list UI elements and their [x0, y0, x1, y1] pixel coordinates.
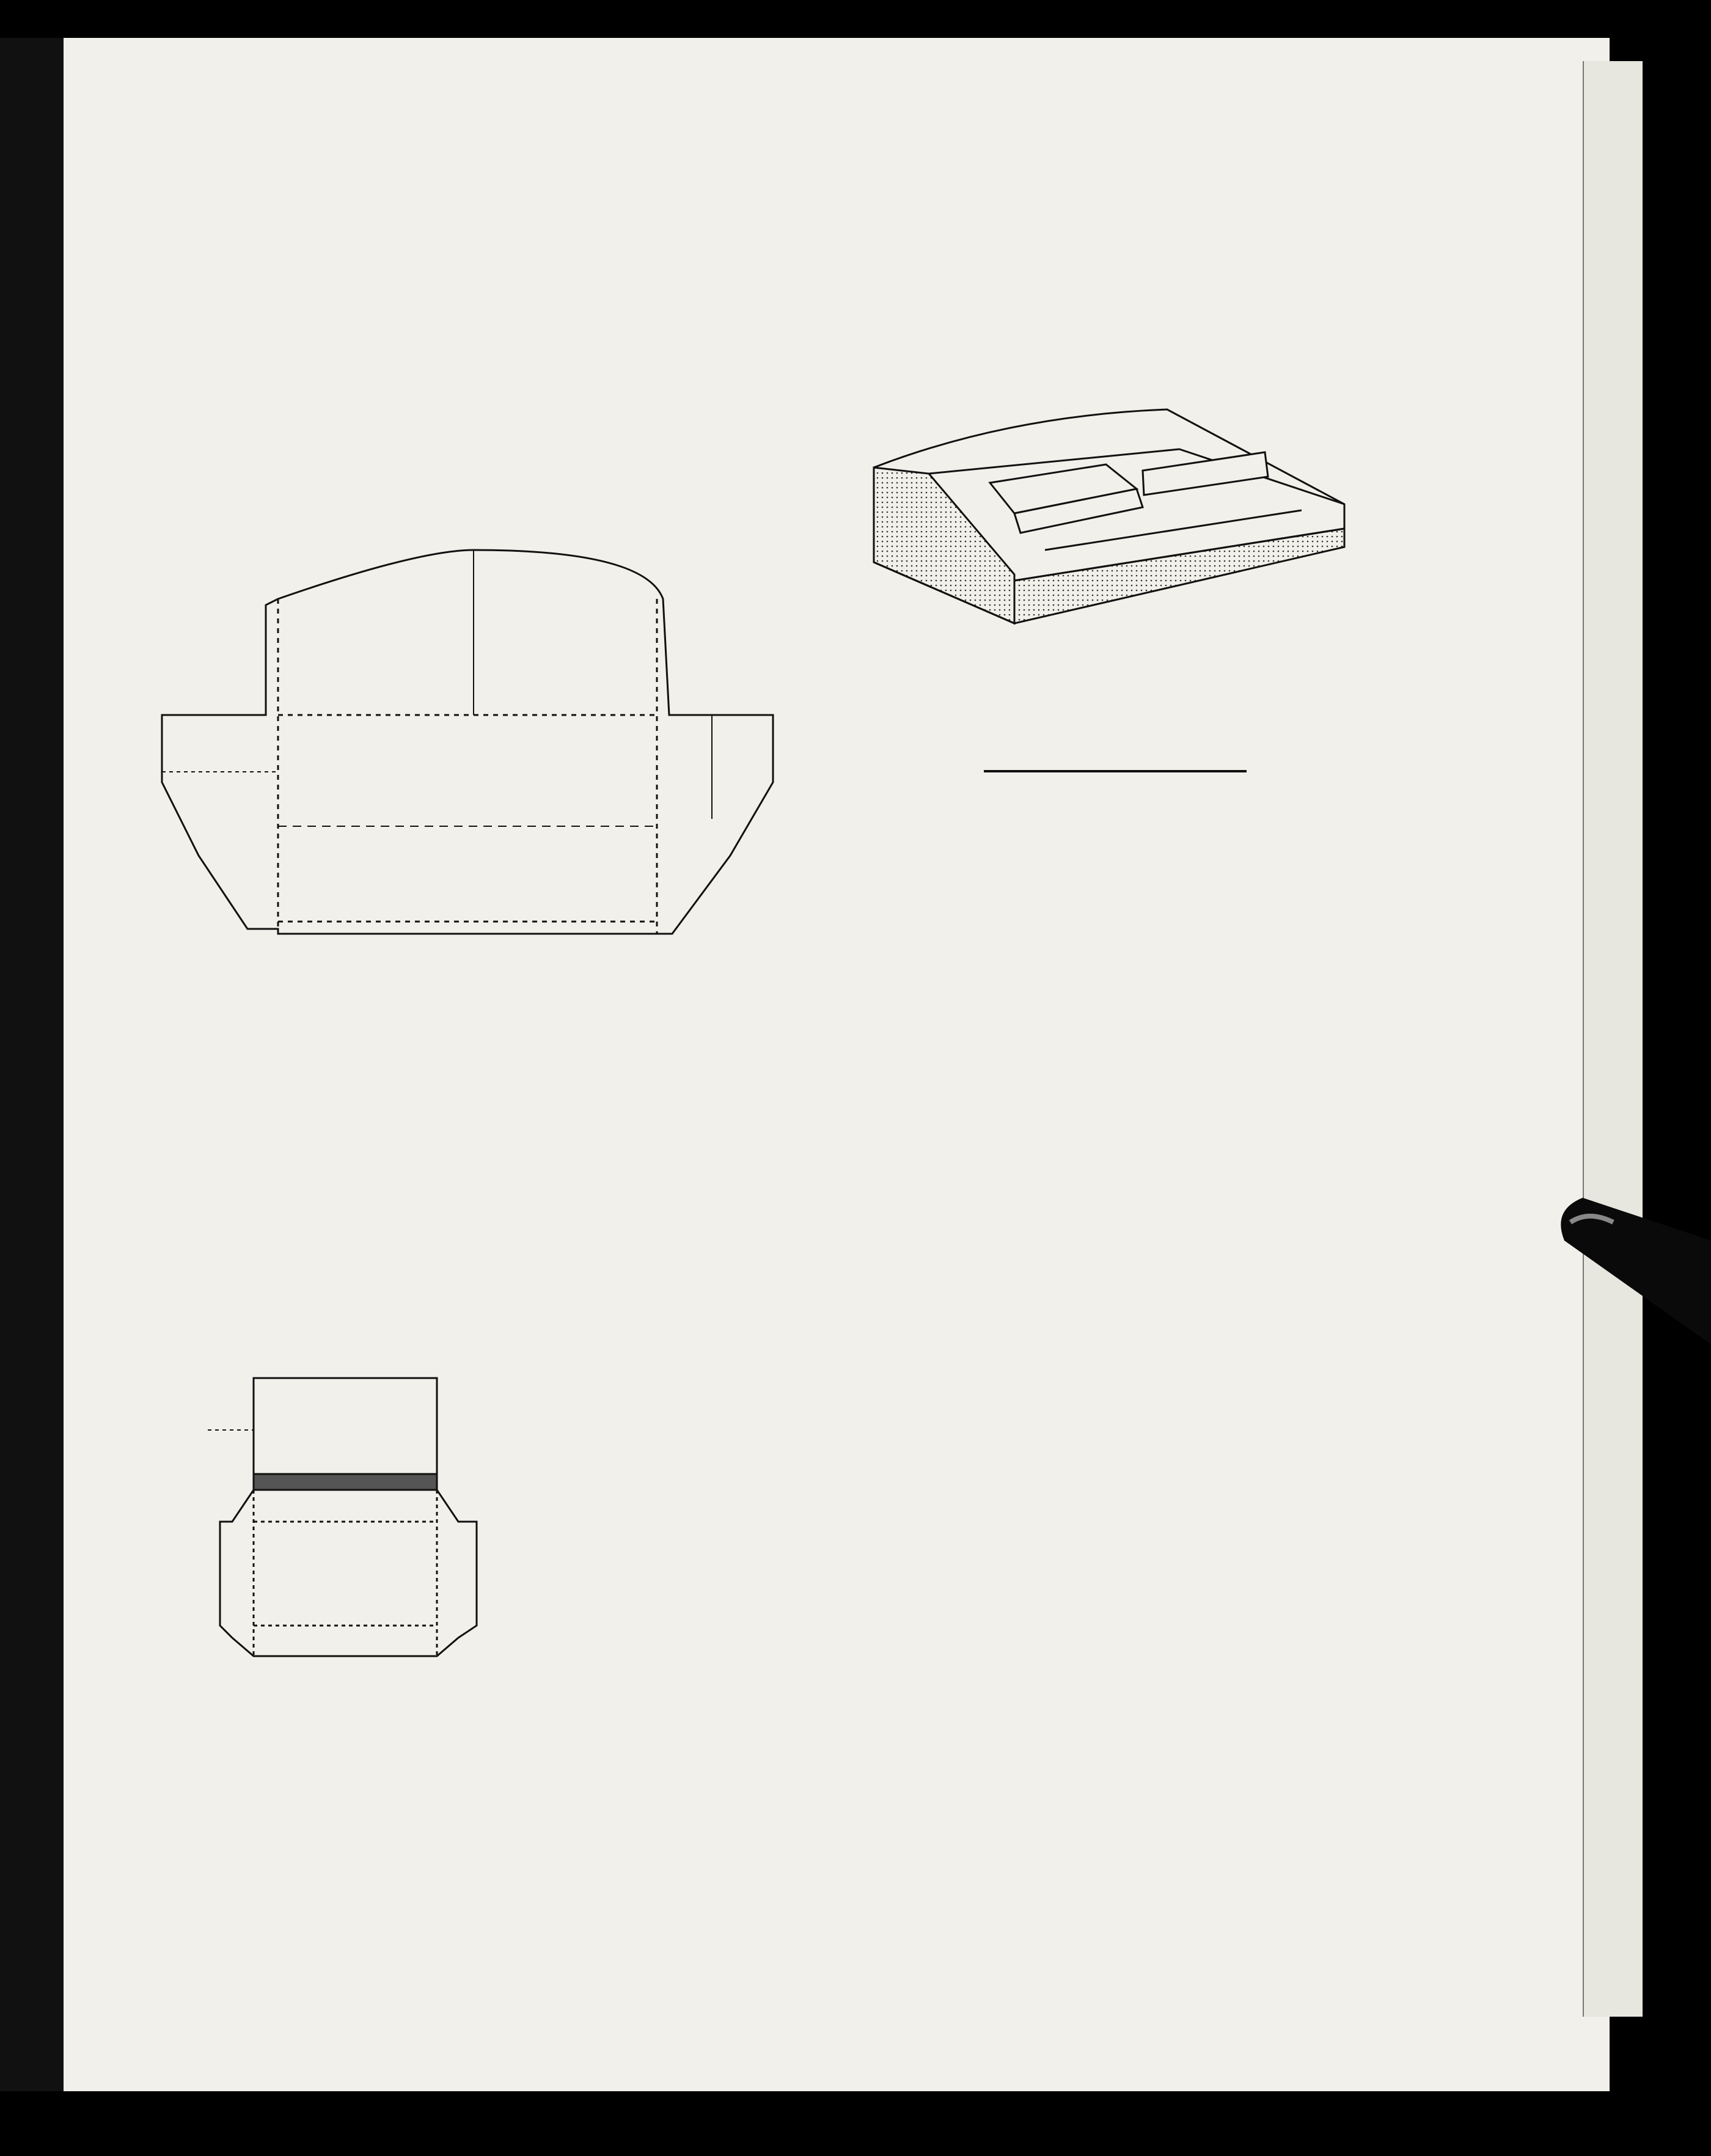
page-edge	[1583, 61, 1643, 2017]
document-page	[64, 38, 1610, 2091]
binding-shadow	[0, 38, 64, 2091]
tray-perspective-diagram	[862, 403, 1350, 648]
section-rule	[984, 770, 1247, 772]
dark-object-artifact	[1546, 1186, 1711, 1344]
stamp-box-development-diagram	[208, 1369, 495, 1662]
tray-development-diagram	[156, 538, 791, 966]
